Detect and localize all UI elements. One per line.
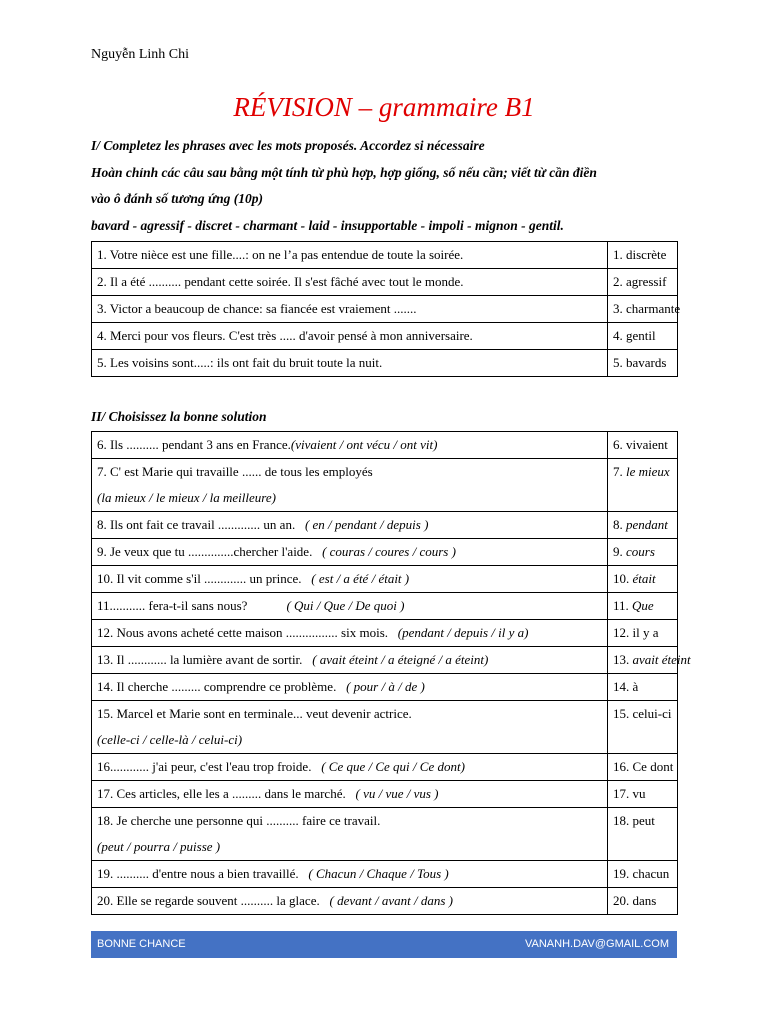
options-text: (vivaient / ont vécu / ont vit) [290,437,438,452]
answer-word: cours [626,544,655,559]
question-text: 13. Il ............ la lumière avant de sortir. [97,652,303,667]
footer-bar [91,931,677,958]
answer-cell [608,566,678,593]
section1-instruction-line2: vào ô đánh số tương ứng (10p) [91,191,263,206]
question-cell [92,674,608,701]
question-text: 19. .......... d'entre nous a bien travaillé. [97,866,299,881]
table-row [92,593,678,620]
table-row [92,808,678,861]
table-row [92,701,678,754]
table-row [92,269,678,296]
answer-cell: 3. charmante [608,296,678,323]
question-cell [92,593,608,620]
table-row [92,350,678,377]
section1-instruction-line1: Hoàn chỉnh các câu sau bằng một tính từ phù hợp, hợp giống, số nếu cần; viết từ cần điền [91,165,597,180]
answer-word: le mieux [626,464,670,479]
author-name: Nguyễn Linh Chi [91,47,189,62]
question-text: 20. Elle se regarde souvent .......... la glace. [97,893,320,908]
footer-left-text: BONNE CHANCE [97,938,186,950]
options-text: ( couras / coures / cours ) [322,544,456,559]
table-row [92,323,678,350]
footer-email[interactable]: VANANH.DAV@GMAIL.COM [525,938,669,950]
options-text: ( vu / vue / vus ) [355,786,439,801]
answer-cell: 6. vivaient [608,432,678,459]
table-row [92,754,678,781]
options-text: (peut / pourra / puisse ) [97,839,221,854]
question-cell [92,432,608,459]
question-text: 15. Marcel et Marie sont en terminale... veut devenir actrice. [97,706,412,721]
table-row [92,566,678,593]
question-cell: 2. Il a été .......... pendant cette soirée. Il s'est fâché avec tout le monde. [92,269,608,296]
answer-cell: 17. vu [608,781,678,808]
answer-number: 8. [613,517,623,532]
table-row [92,296,678,323]
options-text: ( devant / avant / dans ) [329,893,453,908]
table-row [92,242,678,269]
question-cell [92,888,608,915]
question-cell [92,701,608,754]
answer-number: 9. [613,544,623,559]
options-text: ( en / pendant / depuis ) [304,517,429,532]
answer-number: 7. [613,464,623,479]
section1-word-list: bavard - agressif - discret - charmant - laid - insupportable - impoli - mignon - gentil. [91,218,564,233]
question-cell [92,861,608,888]
answer-number: 11. [613,598,629,613]
table-row [92,674,678,701]
answer-word: avait éteint [632,652,691,667]
question-text: 10. Il vit comme s'il ............. un prince. [97,571,302,586]
question-cell [92,566,608,593]
table-row [92,888,678,915]
options-text: (celle-ci / celle-là / celui-ci) [97,732,243,747]
question-cell: 5. Les voisins sont.....: ils ont fait du bruit toute la nuit. [92,350,608,377]
answer-cell: 1. discrète [608,242,678,269]
question-text: 16............ j'ai peur, c'est l'eau trop froide. [97,759,312,774]
answer-cell: 14. à [608,674,678,701]
table-row [92,539,678,566]
answer-word: pendant [626,517,668,532]
answer-number: 13. [613,652,630,667]
table-row [92,647,678,674]
section1-table [91,241,681,377]
question-cell: 1. Votre nièce est une fille....: on ne l’a pas entendue de toute la soirée. [92,242,608,269]
answer-cell: 19. chacun [608,861,678,888]
question-cell: 3. Victor a beaucoup de chance: sa fiancée est vraiement ....... [92,296,608,323]
table-row [92,512,678,539]
question-text: 11........... fera-t-il sans nous? [97,598,248,613]
answer-word: était [632,571,656,586]
question-text: 8. Ils ont fait ce travail ............. un an. [97,517,296,532]
answer-word: Que [632,598,654,613]
options-text: ( Ce que / Ce qui / Ce dont) [321,759,465,774]
answer-cell: 15. celui-ci [608,701,678,754]
section2-heading: II/ Choisissez la bonne solution [91,409,267,424]
options-text: ( Qui / Que / De quoi ) [286,598,405,613]
table-row [92,432,678,459]
answer-cell: 18. peut [608,808,678,861]
question-cell [92,539,608,566]
table-row [92,861,678,888]
table-row [92,620,678,647]
question-cell [92,754,608,781]
question-cell: 4. Merci pour vos fleurs. C'est très ..... d'avoir pensé à mon anniversaire. [92,323,608,350]
question-text: 18. Je cherche une personne qui .......... faire ce travail. [97,813,381,828]
answer-cell: 2. agressif [608,269,678,296]
answer-cell [608,512,678,539]
question-cell [92,459,608,512]
question-text: 17. Ces articles, elle les a ......... dans le marché. [97,786,346,801]
answer-cell: 4. gentil [608,323,678,350]
question-cell [92,647,608,674]
question-text: 9. Je veux que tu ..............chercher l'aide. [97,544,313,559]
options-text: ( est / a été / était ) [311,571,410,586]
answer-cell: 16. Ce dont [608,754,678,781]
page-title: RÉVISION – grammaire B1 [233,92,535,122]
question-text: 12. Nous avons acheté cette maison ................ six mois. [97,625,389,640]
question-cell [92,781,608,808]
answer-cell [608,539,678,566]
answer-number: 10. [613,571,630,586]
answer-cell: 5. bavards [608,350,678,377]
answer-cell [608,647,691,674]
question-text: 14. Il cherche ......... comprendre ce problème. [97,679,337,694]
options-text: ( Chacun / Chaque / Tous ) [308,866,449,881]
answer-cell: 20. dans [608,888,678,915]
answer-cell [608,459,678,512]
question-cell [92,808,608,861]
answer-cell: 12. il y a [608,620,678,647]
options-text: ( avait éteint / a éteigné / a éteint) [312,652,489,667]
section2-table [91,431,691,915]
options-text: (la mieux / le mieux / la meilleure) [97,490,276,505]
options-text: ( pour / à / de ) [346,679,425,694]
question-text: 6. Ils .......... pendant 3 ans en France. [97,437,291,452]
question-cell [92,620,608,647]
question-cell [92,512,608,539]
table-row [92,459,678,512]
table-row [92,781,678,808]
section1-heading: I/ Completez les phrases avec les mots proposés. Accordez si nécessaire [91,138,485,153]
options-text: (pendant / depuis / il y a) [397,625,529,640]
question-text: 7. C' est Marie qui travaille ...... de tous les employés [97,464,373,479]
answer-cell [608,593,678,620]
